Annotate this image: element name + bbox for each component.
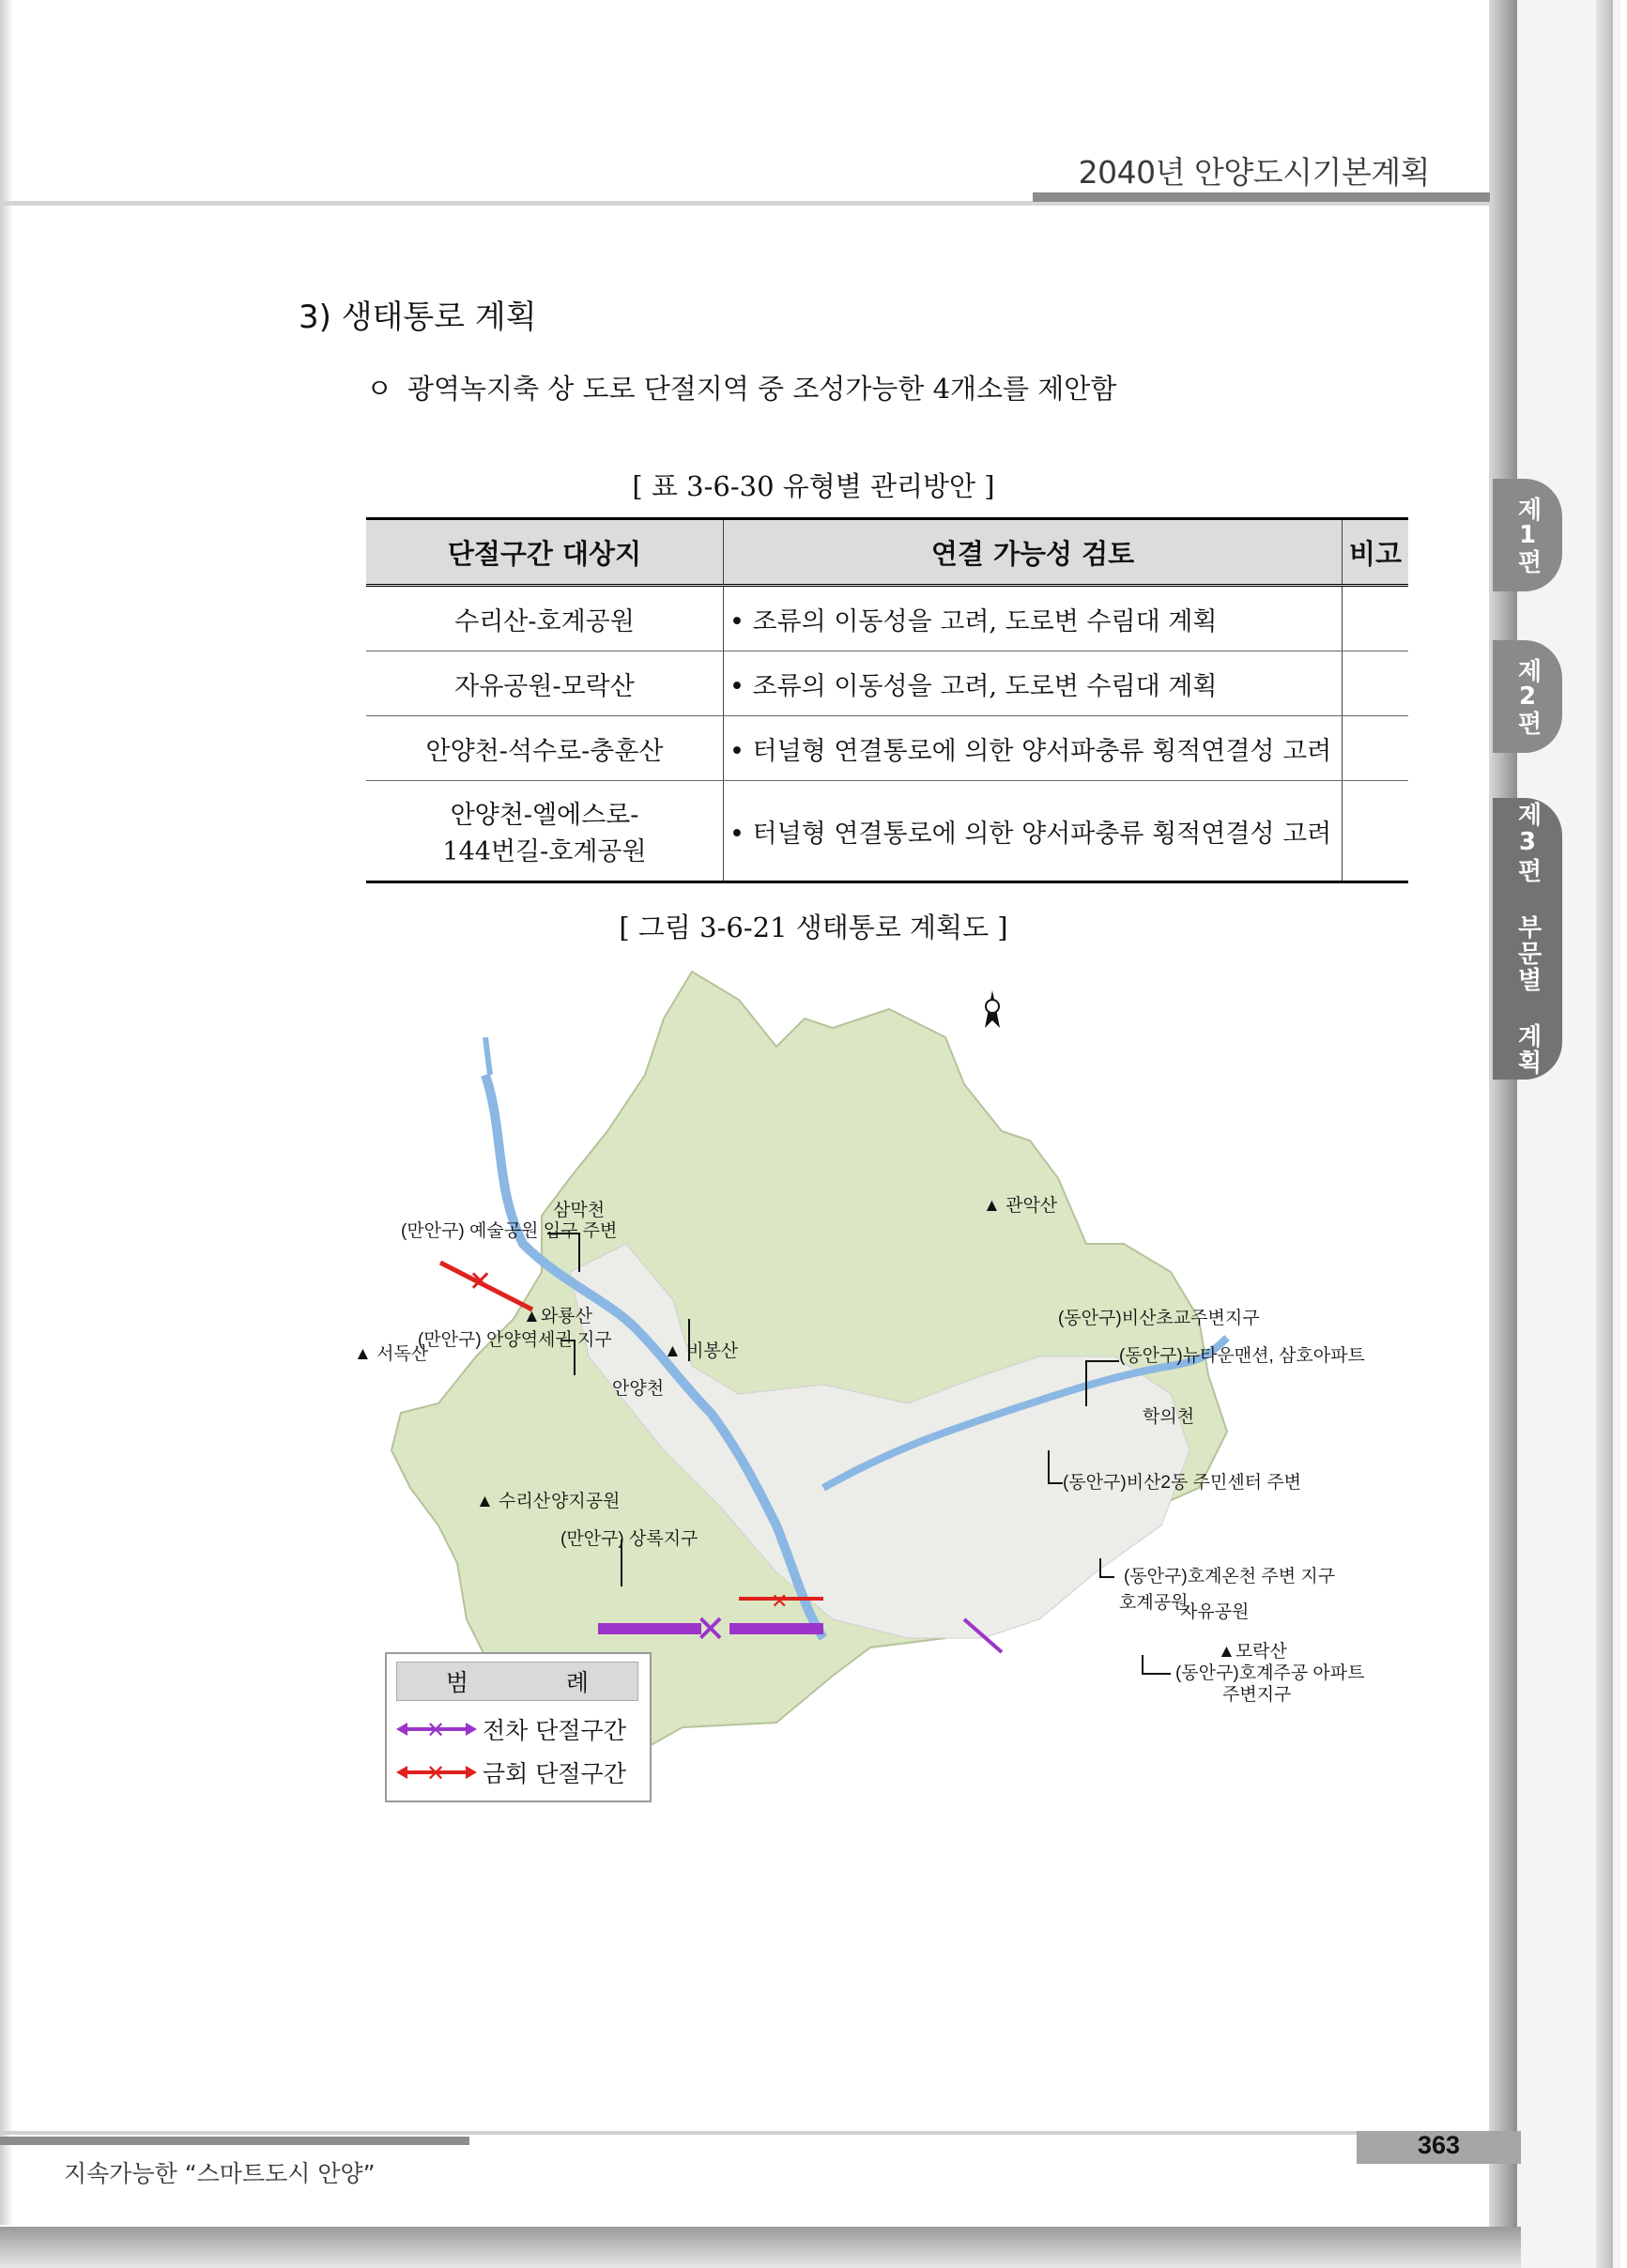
svg-text:✕: ✕ xyxy=(426,1718,446,1743)
footer-text: 지속가능한 “스마트도시 안양” xyxy=(64,2160,376,2187)
label-hogye-jugong: (동안구)호계주공 아파트 xyxy=(1175,1663,1365,1683)
corridor-red-art-park xyxy=(440,1263,532,1310)
table-cell-review: • 터널형 연결통로에 의한 양서파충류 횡적연결성 고려 xyxy=(724,781,1343,882)
label-bisan2: (동안구)비산2동 주민센터 주변 xyxy=(1063,1473,1302,1493)
map-legend xyxy=(385,1652,652,1802)
map-river-upper xyxy=(485,1037,490,1075)
peak-surisan: ▲ 수리산 xyxy=(476,1492,551,1511)
svg-text:✕: ✕ xyxy=(468,1266,493,1297)
tab-part-1-label: 제1편 xyxy=(1513,497,1542,574)
legend-row-car xyxy=(396,1712,626,1746)
legend-row-partial xyxy=(396,1755,626,1789)
tab-part-3-label: 제3편 부문별 계획 xyxy=(1513,802,1542,1076)
label-art-park: (만안구) 예술공원 입구 주변 xyxy=(401,1221,618,1241)
header-rule-accent xyxy=(1033,192,1490,202)
table-row xyxy=(366,781,1408,882)
header-title: 2040년 안양도시기본계획 xyxy=(1078,154,1430,191)
footer-rule-accent xyxy=(0,2137,469,2145)
table-cell-site xyxy=(366,781,724,882)
table-cell-review: • 조류의 이동성을 고려, 도로변 수림대 계획 xyxy=(724,651,1343,716)
red-x-arrow-icon xyxy=(396,1761,477,1784)
table-caption: [ 표 3-6-30 유형별 관리방안 ] xyxy=(632,470,995,502)
table-header-review: 연결 가능성 검토 xyxy=(724,519,1343,586)
legend-car-label: 전차 단절구간 xyxy=(483,1717,626,1744)
tab-part-2[interactable] xyxy=(1493,640,1562,753)
svg-text:✕: ✕ xyxy=(695,1609,727,1650)
peak-morak: ▲모락산 xyxy=(1218,1642,1287,1662)
peak-bibongsan: ▲ 비봉산 xyxy=(664,1341,739,1361)
page-right-shadow xyxy=(1489,0,1517,2268)
table-cell-review: • 터널형 연결통로에 의한 양서파충류 횡적연결성 고려 xyxy=(724,716,1343,781)
label-hakuicheon: 학의천 xyxy=(1143,1407,1195,1427)
figure-caption: [ 그림 3-6-21 생태통로 계획도 ] xyxy=(619,912,1008,943)
management-table xyxy=(366,517,1408,883)
table-cell-note xyxy=(1343,781,1409,882)
label-hogye-jugong-2: 주변지구 xyxy=(1222,1685,1292,1705)
table-cell-site: 자유공원-모락산 xyxy=(366,651,724,716)
tab-part-2-label: 제2편 xyxy=(1513,658,1542,735)
legend-title xyxy=(396,1662,638,1701)
legend-title-a: 범 xyxy=(445,1669,469,1696)
peak-wabongsan: ▲와룡산 xyxy=(523,1307,592,1326)
page-left-shadow xyxy=(0,0,13,2225)
label-yangji-park: 양지공원 xyxy=(551,1492,621,1511)
bullet-text: 광역녹지축 상 도로 단절지역 중 조성가능한 4개소를 제안함 xyxy=(407,373,1117,405)
svg-text:✕: ✕ xyxy=(426,1761,446,1786)
svg-text:✕: ✕ xyxy=(771,1589,789,1613)
label-sangnok: (만안구) 상록지구 xyxy=(560,1529,698,1549)
table-header-site: 단절구간 대상지 xyxy=(366,519,724,586)
legend-title-b: 례 xyxy=(565,1669,590,1696)
label-samakcheon: 삼막천 xyxy=(553,1201,606,1220)
footer-rule xyxy=(0,2131,1490,2135)
table-cell-note xyxy=(1343,586,1409,651)
label-hogye-park: 호계공원 xyxy=(1119,1593,1189,1613)
page-bottom-shadow xyxy=(0,2227,1521,2268)
page-number: 363 xyxy=(1418,2131,1461,2159)
bullet-mark: ㅇ xyxy=(366,373,393,405)
page-edge-line xyxy=(1596,0,1613,2268)
label-newtown: (동안구)뉴타운맨션, 삼호아파트 xyxy=(1119,1346,1365,1366)
table-cell-site: 수리산-호계공원 xyxy=(366,586,724,651)
peak-gwanaksan: ▲ 관악산 xyxy=(983,1196,1058,1216)
peak-seodoksan: ▲ 서독산 xyxy=(354,1344,429,1364)
table-cell-site-line2: 144번길-호계공원 xyxy=(442,837,647,866)
table-cell-site-line1: 안양천-엘에스로- xyxy=(450,801,639,830)
table-row xyxy=(366,586,1408,651)
north-arrow-icon xyxy=(985,990,1000,1028)
label-anyangcheon: 안양천 xyxy=(612,1379,665,1399)
table-row xyxy=(366,651,1408,716)
purple-x-arrow-icon xyxy=(396,1718,477,1743)
label-jayu-park: 자유공원 xyxy=(1180,1602,1250,1622)
legend-partial-label: 금회 단절구간 xyxy=(483,1760,626,1787)
section-bullet xyxy=(366,368,1116,406)
table-row xyxy=(366,716,1408,781)
table-cell-site: 안양천-석수로-충훈산 xyxy=(366,716,724,781)
table-cell-review: • 조류의 이동성을 고려, 도로변 수림대 계획 xyxy=(724,586,1343,651)
table-header-row xyxy=(366,519,1408,586)
label-anyang-station: (만안구) 안양역세권 지구 xyxy=(418,1330,612,1350)
label-hogye-oncheon: (동안구)호계온천 주변 지구 xyxy=(1124,1567,1336,1586)
table-cell-note xyxy=(1343,651,1409,716)
label-bisan-school: (동안구)비산초교주변지구 xyxy=(1058,1309,1260,1328)
section-heading: 3) 생태통로 계획 xyxy=(299,299,537,336)
table-cell-note xyxy=(1343,716,1409,781)
table-header-note: 비고 xyxy=(1343,519,1409,586)
